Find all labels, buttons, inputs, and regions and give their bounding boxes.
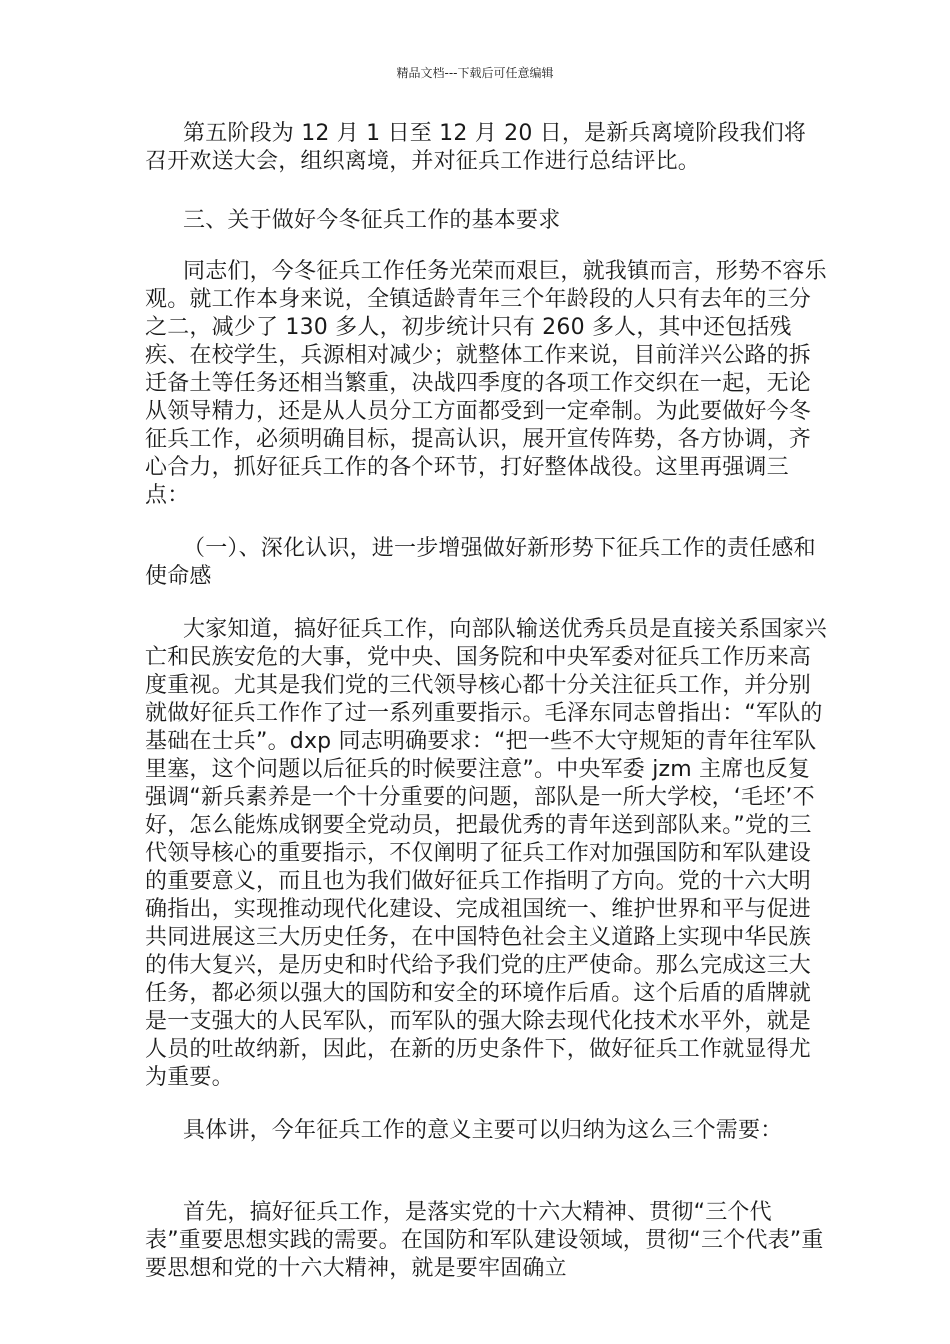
paragraph-first-need: 首先，搞好征兵工作，是落实党的十六大精神、贯彻“三个代表”重要思想实践的需要。在国防和军队建设领域，贯彻“三个代表”重要思想和党的十六大精神，就是要牢固确立 [145, 1200, 824, 1281]
paragraph-importance: 大家知道，搞好征兵工作，向部队输送优秀兵员是直接关系国家兴亡和民族安危的大事，党中央、国务院和中央军委对征兵工作历来高度重视。尤其是我们党的三代领导核心都十分关注征兵工作，并分别就做好征兵工作作了过一系列重要指示。毛泽东同志曾指出：“军队的基础在士兵”。dxp 同志明确要求：“把一些不大守规矩的青年往军队里塞，这个问题以后征兵的时候要注意”。中央军委 jzm 主席也反复强调“新兵素养是一个十分重要的问题，部队是一所大学校，‘毛坯’不好，怎么能炼成钢要全党动员，把最优秀的青年送到部队来。”党的三代领导核心的重要指示，不仅阐明了征兵工作对加强国防和军队建设的重要意义，而且也为我们做好征兵工作指明了方向。党的十六大明确指出，实现推动现代化建设、完成祖国统一、维护世界和平与促进共同进展这三大历史任务，在中国特色社会主义道路上实现中华民族的伟大复兴，是历史和时代给予我们党的庄严使命。那么完成这三大任务，都必须以强大的国防和安全的环境作后盾。这个后盾的盾牌就是一支强大的人民军队，而军队的强大除去现代化技术水平外，就是人员的吐故纳新，因此，在新的历史条件下，做好征兵工作就显得尤为重要。 [145, 617, 827, 1090]
paragraph-stage-five: 第五阶段为 12 月 1 日至 12 月 20 日，是新兵离境阶段我们将召开欢送大会，组织离境，并对征兵工作进行总结评比。 [145, 121, 807, 174]
subsection-heading-deepen-understanding: （一）、深化认识，进一步增强做好新形势下征兵工作的责任感和使命感 [145, 536, 816, 589]
paragraph-situation: 同志们，今冬征兵工作任务光荣而艰巨，就我镇而言，形势不容乐观。就工作本身来说，全镇适龄青年三个年龄段的人只有去年的三分之二，减少了 130 多人，初步统计只有 260 多人，其中还包括残疾、在校学生，兵源相对减少；就整体工作来说，目前洋兴公路的拆迁备土等任务还相当繁重，决战四季度的各项工作交织在一起，无论从领导精力，还是从人员分工方面都受到一定牵制。为此要做好今冬征兵工作，必须明确目标，提高认识，展开宣传阵势，各方协调，齐心合力，抓好征兵工作的各个环节，打好整体战役。这里再强调三点： [145, 259, 827, 508]
section-heading-basic-requirements: 三、关于做好今冬征兵工作的基本要求 [183, 208, 561, 233]
document-body [145, 120, 827, 1283]
paragraph-three-needs: 具体讲，今年征兵工作的意义主要可以归纳为这么三个需要： [183, 1118, 783, 1143]
page-header: 精品文档---下载后可任意编辑 [396, 66, 554, 80]
